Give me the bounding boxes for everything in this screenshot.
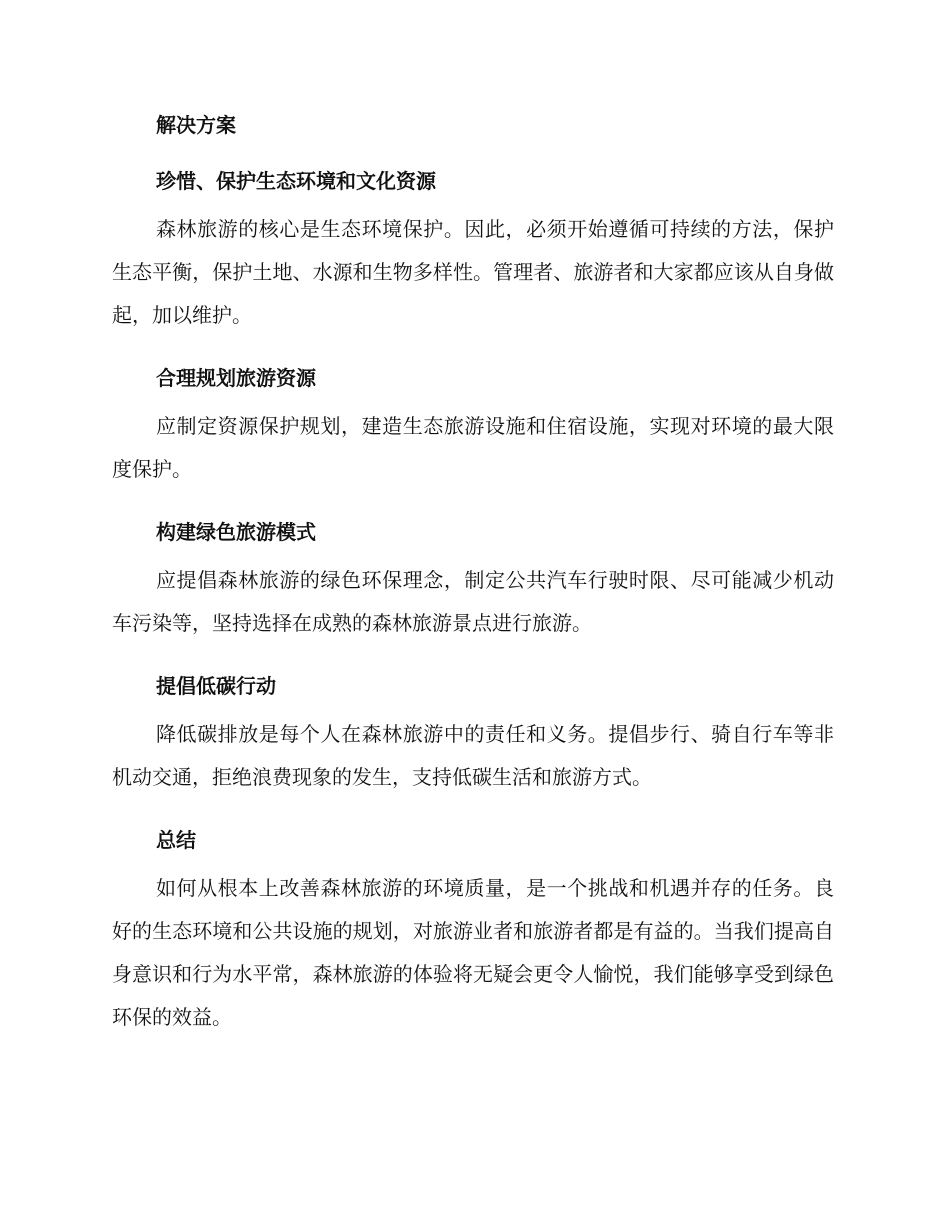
- section-heading: 总结: [156, 828, 196, 852]
- section-paragraph: 应制定资源保护规划，建造生态旅游设施和住宿设施，实现对环境的最大限度保护。: [112, 414, 834, 481]
- section-heading: 合理规划旅游资源: [156, 366, 316, 390]
- section-heading: 珍惜、保护生态环境和文化资源: [156, 169, 436, 193]
- document-title: 解决方案: [156, 113, 236, 137]
- section-paragraph: 森林旅游的核心是生态环境保护。因此，必须开始遵循可持续的方法，保护生态平衡，保护土地、水源和生物多样性。管理者、旅游者和大家都应该从自身做起，加以维护。: [112, 217, 834, 327]
- document-page: [112, 110, 834, 1039]
- section-paragraph: 降低碳排放是每个人在森林旅游中的责任和义务。提倡步行、骑自行车等非机动交通，拒绝浪费现象的发生，支持低碳生活和旅游方式。: [112, 722, 834, 789]
- section-heading: 构建绿色旅游模式: [156, 520, 316, 544]
- section-heading: 提倡低碳行动: [156, 674, 276, 698]
- section-paragraph: 应提倡森林旅游的绿色环保理念，制定公共汽车行驶时限、尽可能减少机动车污染等，坚持选择在成熟的森林旅游景点进行旅游。: [112, 568, 834, 635]
- section-paragraph: 如何从根本上改善森林旅游的环境质量，是一个挑战和机遇并存的任务。良好的生态环境和公共设施的规划，对旅游业者和旅游者都是有益的。当我们提高自身意识和行为水平常，森林旅游的体验将无疑会更令人愉悦，我们能够享受到绿色环保的效益。: [112, 876, 834, 1029]
